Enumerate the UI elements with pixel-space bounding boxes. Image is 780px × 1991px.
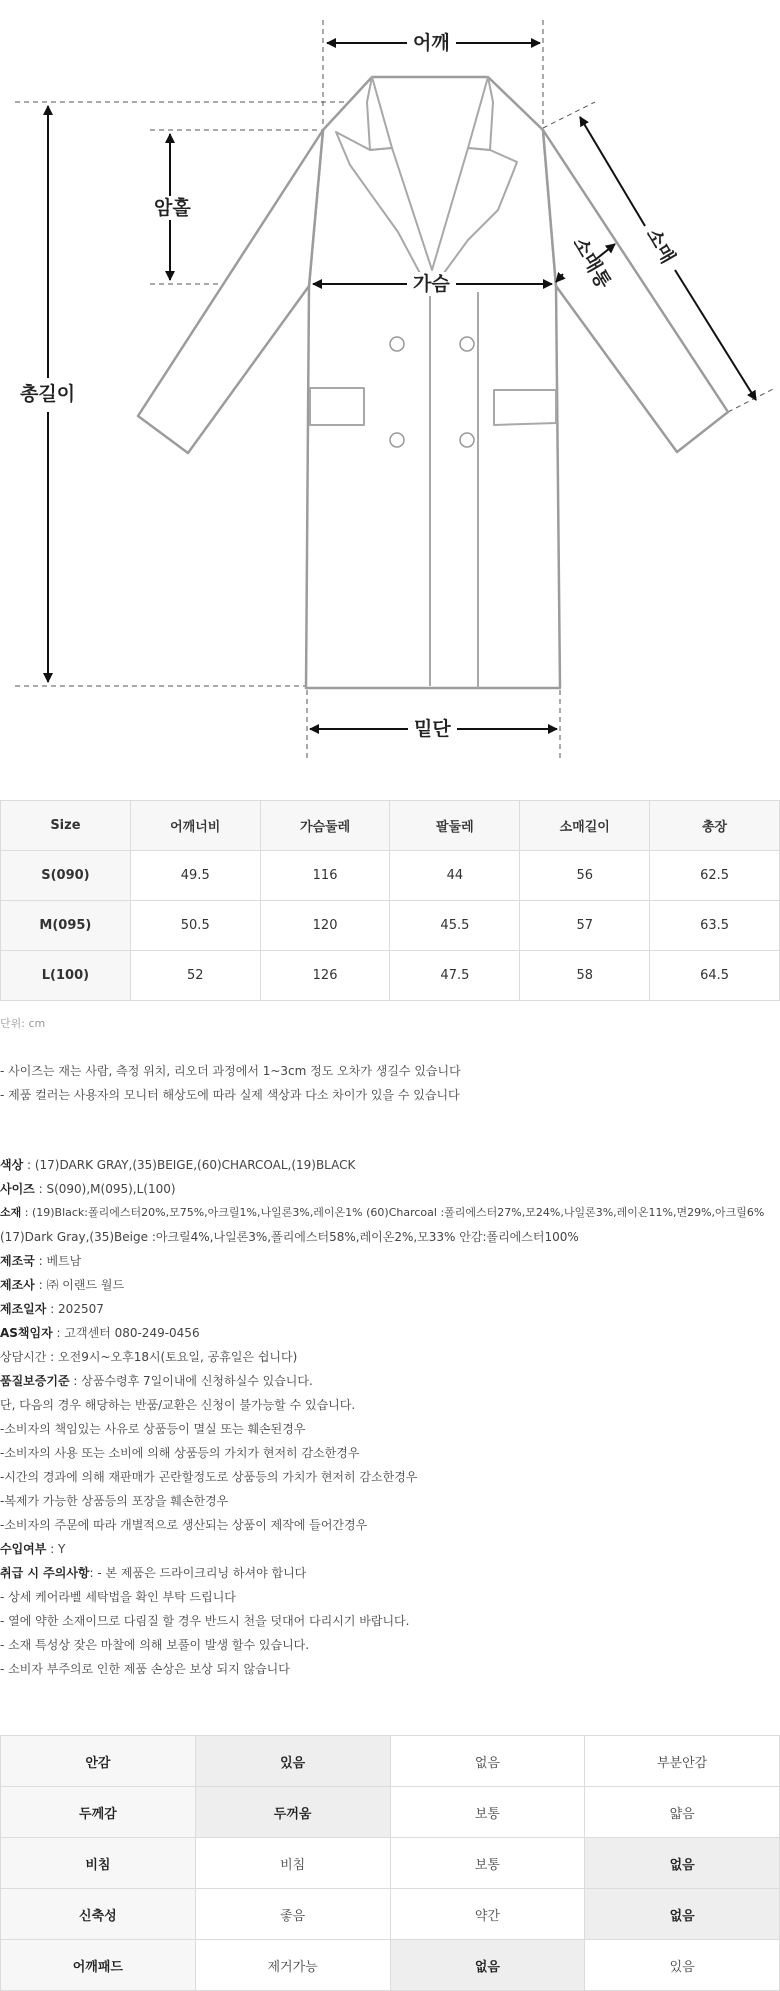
note-line: - 사이즈는 재는 사람, 측정 위치, 리오더 과정에서 1~3cm 정도 오차가 생길수 있습니다 [0,1064,461,1078]
shoulder-width-header: 어깨너비 [130,801,260,851]
country-value: : 베트남 [34,1254,82,1268]
as-label: AS책임자 [0,1326,53,1340]
material-value: : (19)Black:폴리에스터20%,모75%,아크릴1%,나일론3%,레이온1% (60)Charcoal :폴리에스터27%,모24%,나일론3%,레이온11%,면29%,아크릴6% [21,1206,765,1219]
attribute-option-selected: 없음 [585,1838,780,1889]
maker-label: 제조사 [0,1278,35,1292]
shoulder-label: 어깨 [407,31,456,55]
material-label: 소재 [0,1206,22,1219]
warranty-detail: -복제가 가능한 상품등의 포장을 훼손한경우 [0,1494,229,1508]
sleeve-width-label: 소매통 [568,233,615,293]
size-header: Size [1,801,131,851]
country-label: 제조국 [0,1254,35,1268]
attribute-option: 얇음 [585,1787,780,1838]
attribute-option: 좋음 [195,1889,390,1940]
care-detail: - 열에 약한 소재이므로 다림질 할 경우 반드시 천을 덧대어 다리시기 바랍니다. [0,1614,410,1628]
care-detail: - 소재 특성상 잦은 마찰에 의해 보풀이 발생 할수 있습니다. [0,1638,310,1652]
attribute-name: 신축성 [1,1889,196,1940]
care-detail: - 상세 케어라벨 세탁법을 확인 부탁 드립니다 [0,1590,236,1604]
size-label: 사이즈 [0,1182,35,1196]
attribute-name: 두께감 [1,1787,196,1838]
warranty-detail: -소비자의 사용 또는 소비에 의해 상품등의 가치가 현저히 감소한경우 [0,1446,360,1460]
size-line [0,1177,780,1201]
attribute-option: 부분안감 [585,1736,780,1787]
attribute-option-selected: 있음 [195,1736,390,1787]
sleeve-label: 소매 [641,224,680,268]
chest-header: 가슴둘레 [260,801,390,851]
note-line: - 제품 컬러는 사용자의 모니터 해상도에 따라 실제 색상과 다소 차이가 있을 수 있습니다 [0,1088,460,1102]
attribute-option: 보통 [390,1838,585,1889]
attribute-row [1,1787,780,1838]
maker-line [0,1273,780,1297]
attribute-option: 비침 [195,1838,390,1889]
table-cell: 64.5 [650,951,780,1001]
table-cell: 56 [520,851,650,901]
warranty-detail: -소비자의 주문에 따라 개별적으로 생산되는 상품이 제작에 들어간경우 [0,1518,368,1532]
arm-circumference-header: 팔둘레 [390,801,520,851]
attribute-option-selected: 두꺼움 [195,1787,390,1838]
color-value: : (17)DARK GRAY,(35)BEIGE,(60)CHARCOAL,(19)BLACK [23,1158,356,1172]
attribute-row [1,1838,780,1889]
table-cell: 63.5 [650,901,780,951]
country-line [0,1249,780,1273]
hours-line: 상담시간 : 오전9시~오후18시(토요일, 공휴일은 쉽니다) [0,1350,298,1364]
material-line [0,1201,780,1225]
size-cell: L(100) [1,951,131,1001]
table-row [1,951,780,1001]
care-value: : - 본 제품은 드라이크리닝 하셔야 합니다 [89,1566,307,1580]
date-line [0,1297,780,1321]
total-length-header: 총장 [650,801,780,851]
import-label: 수입여부 [0,1542,47,1556]
attribute-table [0,1735,780,1991]
table-cell: 116 [260,851,390,901]
attribute-row [1,1889,780,1940]
care-label: 취급 시 주의사항 [0,1566,90,1580]
date-label: 제조일자 [0,1302,47,1316]
attribute-option-selected: 없음 [390,1940,585,1991]
sleeve-length-header: 소매길이 [520,801,650,851]
attribute-option-selected: 없음 [585,1889,780,1940]
size-cell: M(095) [1,901,131,951]
table-cell: 52 [130,951,260,1001]
coat-measurement-diagram [0,0,780,800]
table-cell: 50.5 [130,901,260,951]
table-row [1,851,780,901]
care-line [0,1561,780,1585]
warranty-label: 품질보증기준 [0,1374,70,1388]
warranty-value: : 상품수령후 7일이내에 신청하실수 있습니다. [69,1374,313,1388]
table-cell: 62.5 [650,851,780,901]
attribute-option: 있음 [585,1940,780,1991]
import-value: : Y [46,1542,66,1556]
attribute-option: 제거가능 [195,1940,390,1991]
attribute-option: 약간 [390,1889,585,1940]
unit-note: 단위: cm [0,1017,46,1030]
table-cell: 49.5 [130,851,260,901]
table-cell: 44 [390,851,520,901]
size-notes [0,1059,780,1107]
as-line [0,1321,780,1345]
attribute-name: 안감 [1,1736,196,1787]
chest-label: 가슴 [407,272,456,296]
color-line [0,1153,780,1177]
as-value: : 고객센터 080-249-0456 [52,1326,200,1340]
armhole-label: 암홀 [148,196,197,220]
size-table-header-row [1,801,780,851]
table-cell: 58 [520,951,650,1001]
maker-value: : ㈜ 이랜드 월드 [34,1278,125,1292]
table-cell: 47.5 [390,951,520,1001]
coat-illustration [0,0,780,800]
date-value: : 202507 [46,1302,104,1316]
product-info [0,1153,780,1681]
attribute-name: 어깨패드 [1,1940,196,1991]
attribute-row [1,1940,780,1991]
table-cell: 120 [260,901,390,951]
attribute-option: 보통 [390,1787,585,1838]
import-line [0,1537,780,1561]
attribute-row [1,1736,780,1787]
warranty-detail: -소비자의 책임있는 사유로 상품등이 멸실 또는 훼손된경우 [0,1422,306,1436]
table-row [1,901,780,951]
table-cell: 126 [260,951,390,1001]
size-cell: S(090) [1,851,131,901]
warranty-detail: 단, 다음의 경우 해당하는 반품/교환은 신청이 불가능할 수 있습니다. [0,1398,356,1412]
size-table [0,800,780,1001]
size-value: : S(090),M(095),L(100) [34,1182,176,1196]
color-label: 색상 [0,1158,24,1172]
hem-label: 밑단 [408,717,457,741]
material-line-2: (17)Dark Gray,(35)Beige :아크릴4%,나일론3%,폴리에스터58%,레이온2%,모33% 안감:폴리에스터100% [0,1230,579,1244]
attribute-option: 없음 [390,1736,585,1787]
table-cell: 57 [520,901,650,951]
care-detail: - 소비자 부주의로 인한 제품 손상은 보상 되지 않습니다 [0,1662,290,1676]
warranty-line [0,1369,780,1393]
attribute-name: 비침 [1,1838,196,1889]
total-length-label: 총길이 [14,382,81,406]
table-cell: 45.5 [390,901,520,951]
warranty-detail: -시간의 경과에 의해 재판매가 곤란할정도로 상품등의 가치가 현저히 감소한경우 [0,1470,418,1484]
